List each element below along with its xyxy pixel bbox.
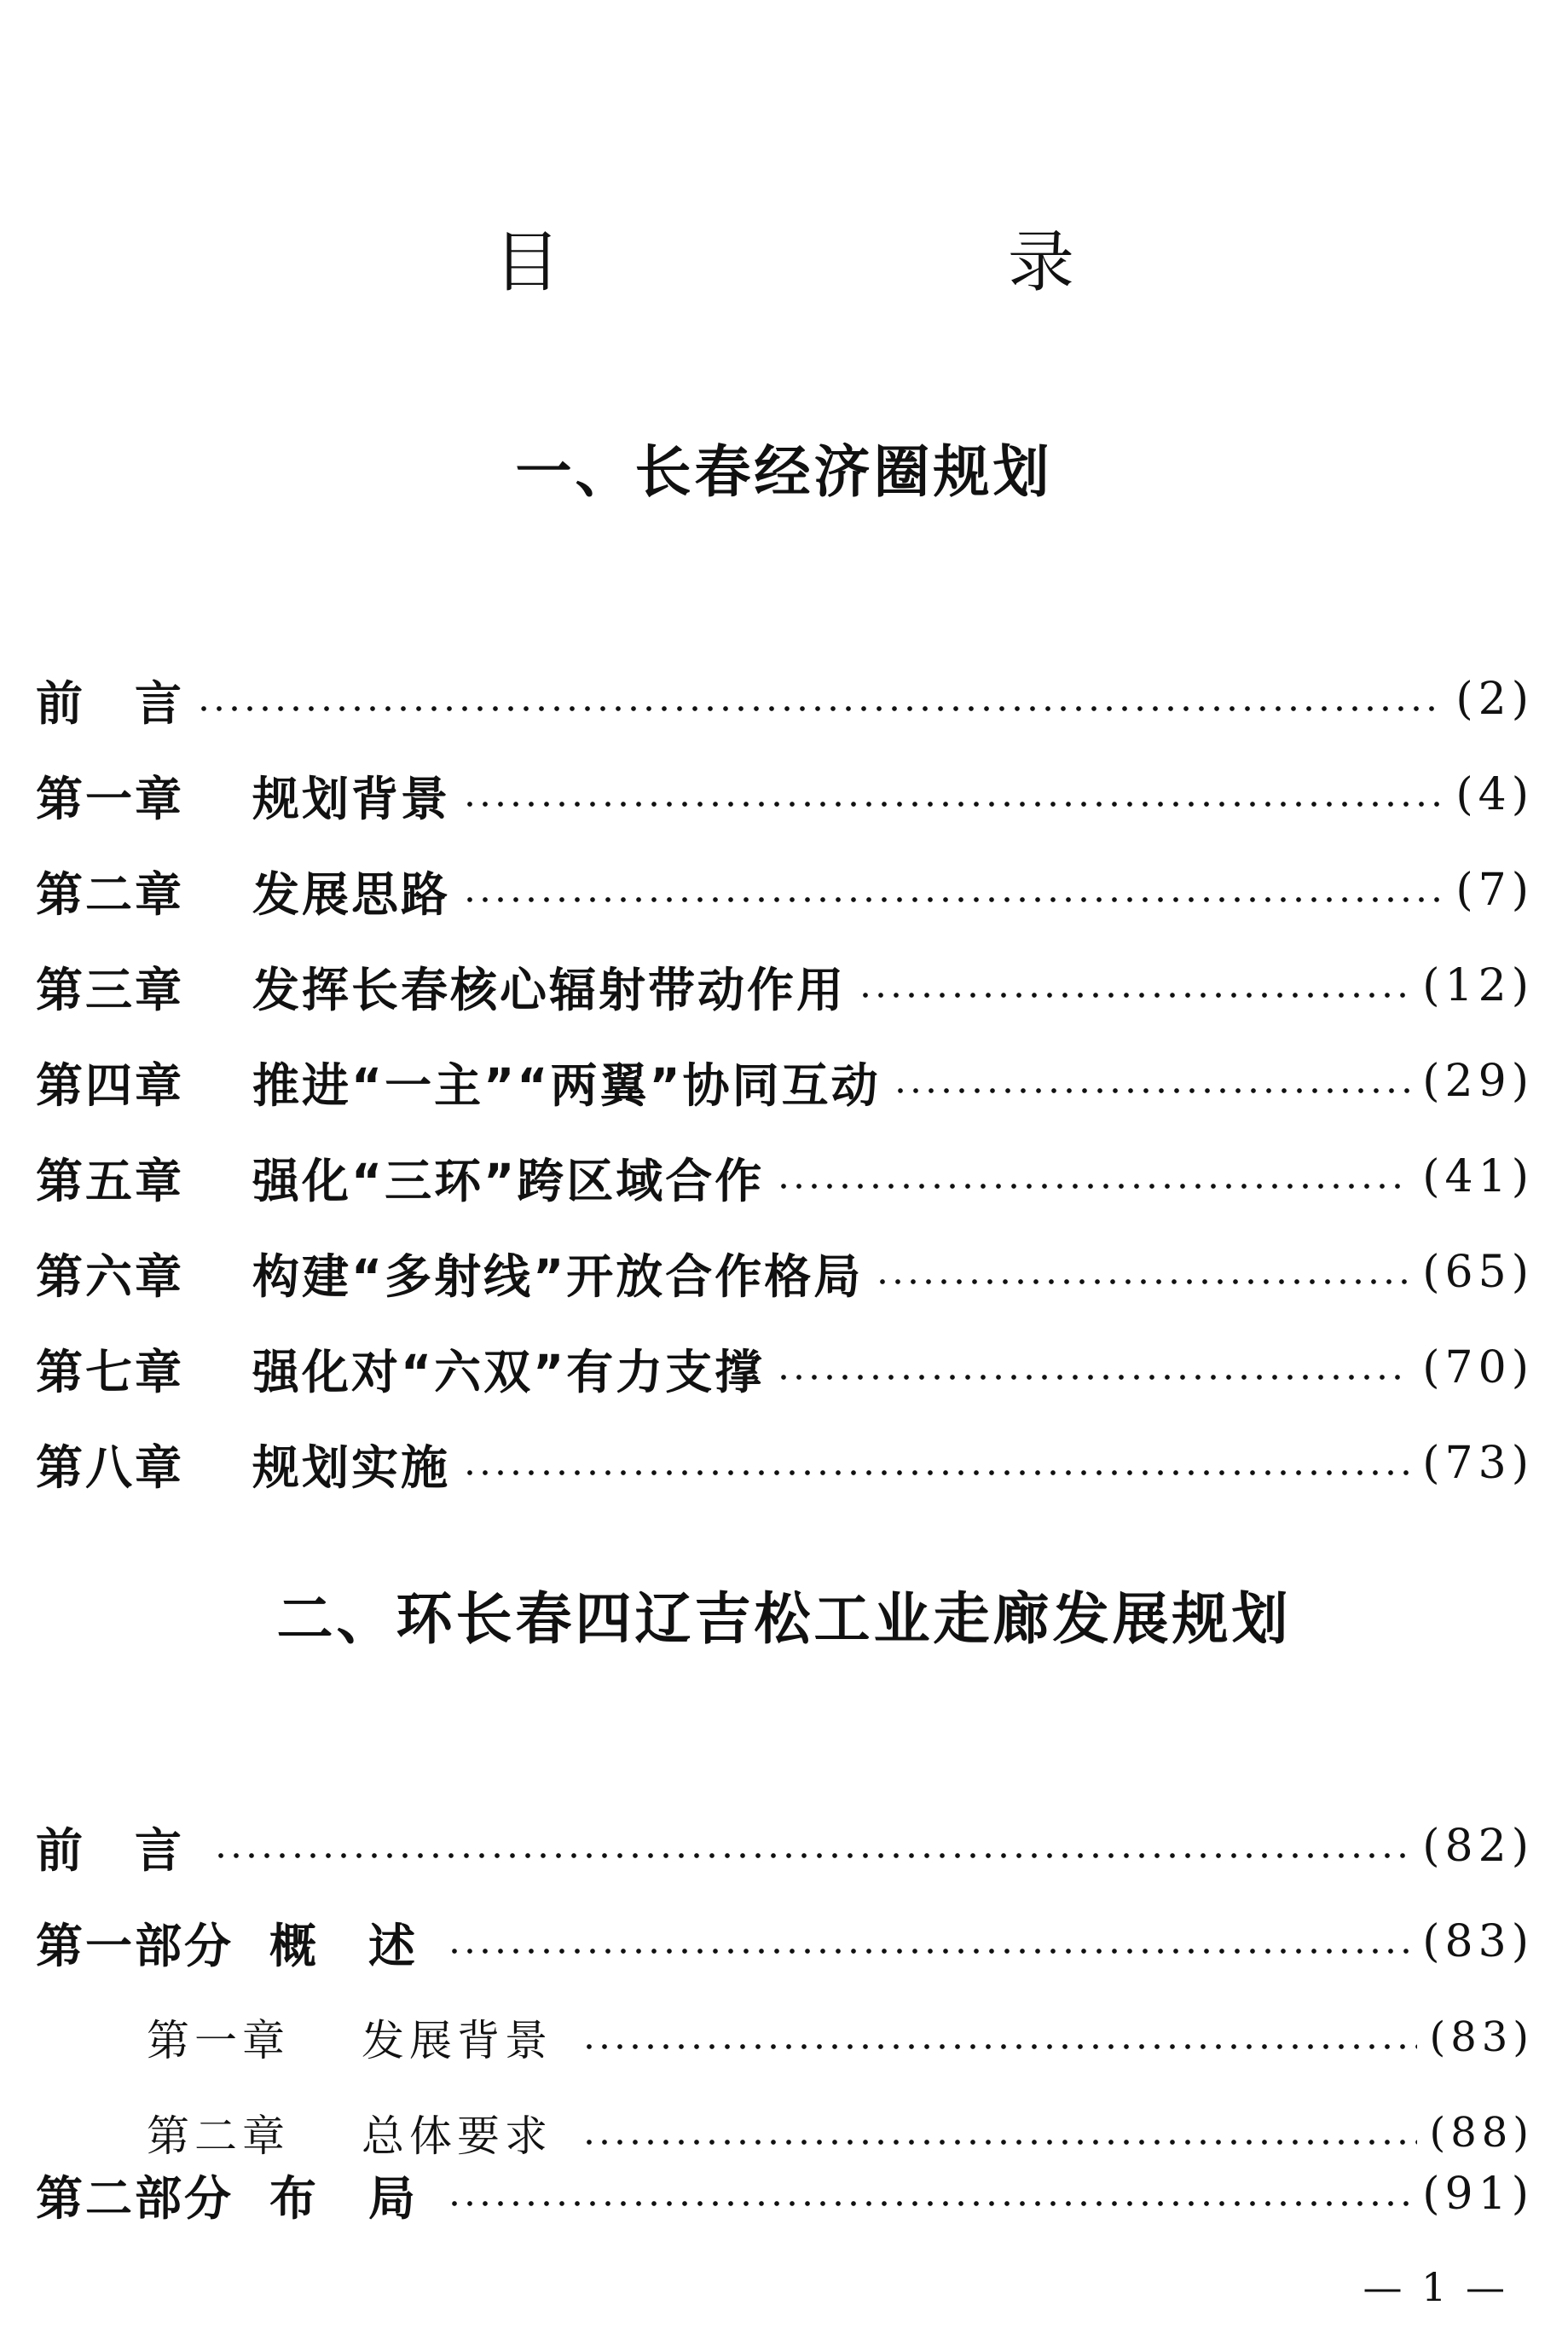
toc-row[interactable] (36, 1143, 1534, 1211)
toc-row[interactable] (36, 1908, 1534, 1976)
toc-entry-label: 前 言 (36, 675, 185, 731)
chapter-number: 第八章 (36, 1439, 185, 1495)
part-number: 第一部分 (36, 1918, 234, 1973)
toc-row[interactable] (36, 1429, 1534, 1497)
chapter-title: 规划背景 (252, 771, 451, 826)
toc-row-sub[interactable] (147, 2099, 1534, 2167)
chapter-title: 总体要求 (362, 2111, 553, 2161)
toc-row[interactable] (36, 2160, 1534, 2228)
page-number: (83) (1429, 2013, 1534, 2061)
leader-dots (462, 895, 1444, 905)
leader-dots (776, 1181, 1410, 1191)
leader-dots (581, 2042, 1417, 2052)
toc-row[interactable] (36, 1812, 1534, 1880)
leader-dots (213, 1851, 1410, 1861)
page-number: (65) (1422, 1247, 1534, 1298)
leader-dots (581, 2137, 1417, 2147)
leader-dots (776, 1372, 1410, 1382)
toc-row[interactable] (36, 1334, 1534, 1402)
page-number: (83) (1422, 1916, 1534, 1967)
chapter-number: 第五章 (36, 1153, 185, 1208)
page-number: (88) (1429, 2109, 1534, 2157)
chapter-number: 第二章 (36, 866, 185, 922)
toc-row-sub[interactable] (147, 2003, 1534, 2071)
page-footer: — 1 — (1363, 2264, 1508, 2310)
page-number: (70) (1422, 1342, 1534, 1393)
chapter-number: 第六章 (36, 1248, 185, 1304)
chapter-title: 发展背景 (362, 2016, 553, 2065)
toc-entry-label: 前 言 (36, 1822, 185, 1878)
page-number: (7) (1455, 865, 1534, 916)
page-number: (4) (1455, 769, 1534, 820)
part-title: 布 局 (269, 2170, 419, 2226)
section-heading-2: 二、环长春四辽吉松工业走廊发展规划 (276, 1586, 1292, 1652)
chapter-number: 第四章 (36, 1057, 185, 1113)
chapter-number: 第七章 (36, 1344, 185, 1399)
toc-row[interactable] (36, 761, 1534, 829)
leader-dots (875, 1277, 1410, 1287)
leader-dots (447, 1946, 1410, 1956)
leader-dots (196, 704, 1444, 714)
chapter-title: 发挥长春核心辐射带动作用 (252, 962, 847, 1017)
section-heading-1: 一、长春经济圈规划 (515, 439, 1053, 505)
chapter-number: 第一章 (147, 2016, 290, 2065)
chapter-number: 第一章 (36, 771, 185, 826)
page-number: (82) (1422, 1821, 1534, 1872)
page-number: (91) (1422, 2169, 1534, 2220)
page-number: (73) (1422, 1438, 1534, 1489)
leader-dots (893, 1086, 1411, 1096)
part-title: 概 述 (269, 1918, 419, 1973)
page-number: (29) (1422, 1056, 1534, 1107)
part-number: 第二部分 (36, 2170, 234, 2226)
page-number: (41) (1422, 1151, 1534, 1202)
chapter-title: 强化对“六双”有力支撑 (252, 1344, 765, 1399)
toc-row[interactable] (36, 665, 1534, 733)
leader-dots (462, 1468, 1410, 1478)
toc-row[interactable] (36, 1238, 1534, 1306)
toc-row[interactable] (36, 856, 1534, 924)
page-number: (2) (1455, 674, 1534, 725)
leader-dots (447, 2198, 1410, 2209)
page-title: 目 录 (494, 224, 1287, 301)
leader-dots (858, 990, 1410, 1000)
leader-dots (462, 799, 1444, 809)
chapter-title: 构建“多射线”开放合作格局 (252, 1248, 864, 1304)
toc-row[interactable] (36, 1047, 1534, 1115)
chapter-title: 发展思路 (252, 866, 451, 922)
toc-row[interactable] (36, 952, 1534, 1020)
chapter-title: 强化“三环”跨区域合作 (252, 1153, 765, 1208)
chapter-number: 第二章 (147, 2111, 290, 2161)
chapter-title: 规划实施 (252, 1439, 451, 1495)
chapter-number: 第三章 (36, 962, 185, 1017)
page-number: (12) (1422, 960, 1534, 1011)
chapter-title: 推进“一主”“两翼”协同互动 (252, 1057, 881, 1113)
